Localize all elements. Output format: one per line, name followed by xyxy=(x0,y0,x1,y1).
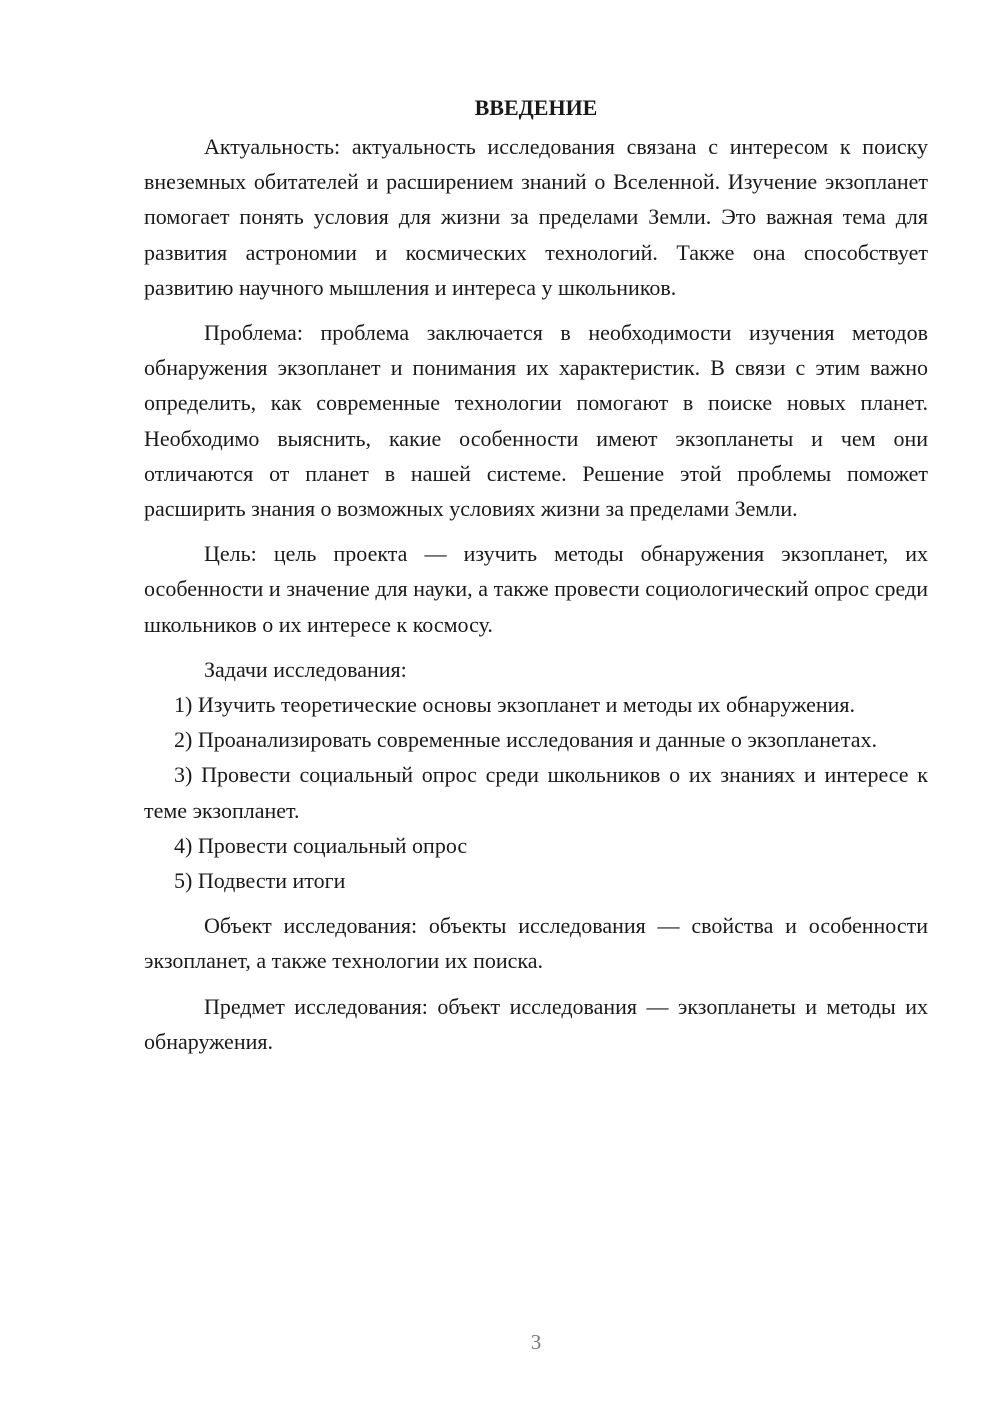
page-content xyxy=(144,90,928,1059)
tasks-heading: Задачи исследования: xyxy=(204,656,407,682)
task-item-4: 4) Провести социальный опрос xyxy=(174,832,468,858)
page-number: 3 xyxy=(530,1330,542,1354)
paragraph-object: Объект исследования: объекты исследования — свойства и особенности экзопланет, а также технологии их поиска. xyxy=(144,913,928,974)
task-item-3: 3) Провести социальный опрос среди школьников о их знаниях и интересе к теме экзопланет. xyxy=(144,762,928,823)
page-title: ВВЕДЕНИЕ xyxy=(474,95,598,120)
paragraph-subject: Предмет исследования: объект исследования — экзопланеты и методы их обнаружения. xyxy=(144,993,928,1054)
task-item-1: 1) Изучить теоретические основы экзопланет и методы их обнаружения. xyxy=(174,692,856,718)
paragraph-goal: Цель: цель проекта — изучить методы обнаружения экзопланет, их особенности и значение для науки, а также провести социологический опрос среди школьников о их интересе к космосу. xyxy=(144,541,928,637)
task-item-2: 2) Проанализировать современные исследования и данные о экзопланетах. xyxy=(174,727,877,753)
paragraph-relevance: Актуальность: актуальность исследования связана с интересом к поиску внеземных обитателей и расширением знаний о Вселенной. Изучение экзопланет помогает понять условия для жизни за пределами Земли. Это важная тема для развития астрономии и космических технологий. Также она способствует развитию научного мышления и интереса у школьников. xyxy=(144,134,928,300)
paragraph-problem: Проблема: проблема заключается в необходимости изучения методов обнаружения экзопланет и понимания их характеристик. В связи с этим важно определить, как современные технологии помогают в поиске новых планет. Необходимо выяснить, какие особенности имеют экзопланеты и чем они отличаются от планет в нашей системе. Решение этой проблемы поможет расширить знания о возможных условиях жизни за пределами Земли. xyxy=(144,320,928,522)
task-item-5: 5) Подвести итоги xyxy=(174,868,346,894)
